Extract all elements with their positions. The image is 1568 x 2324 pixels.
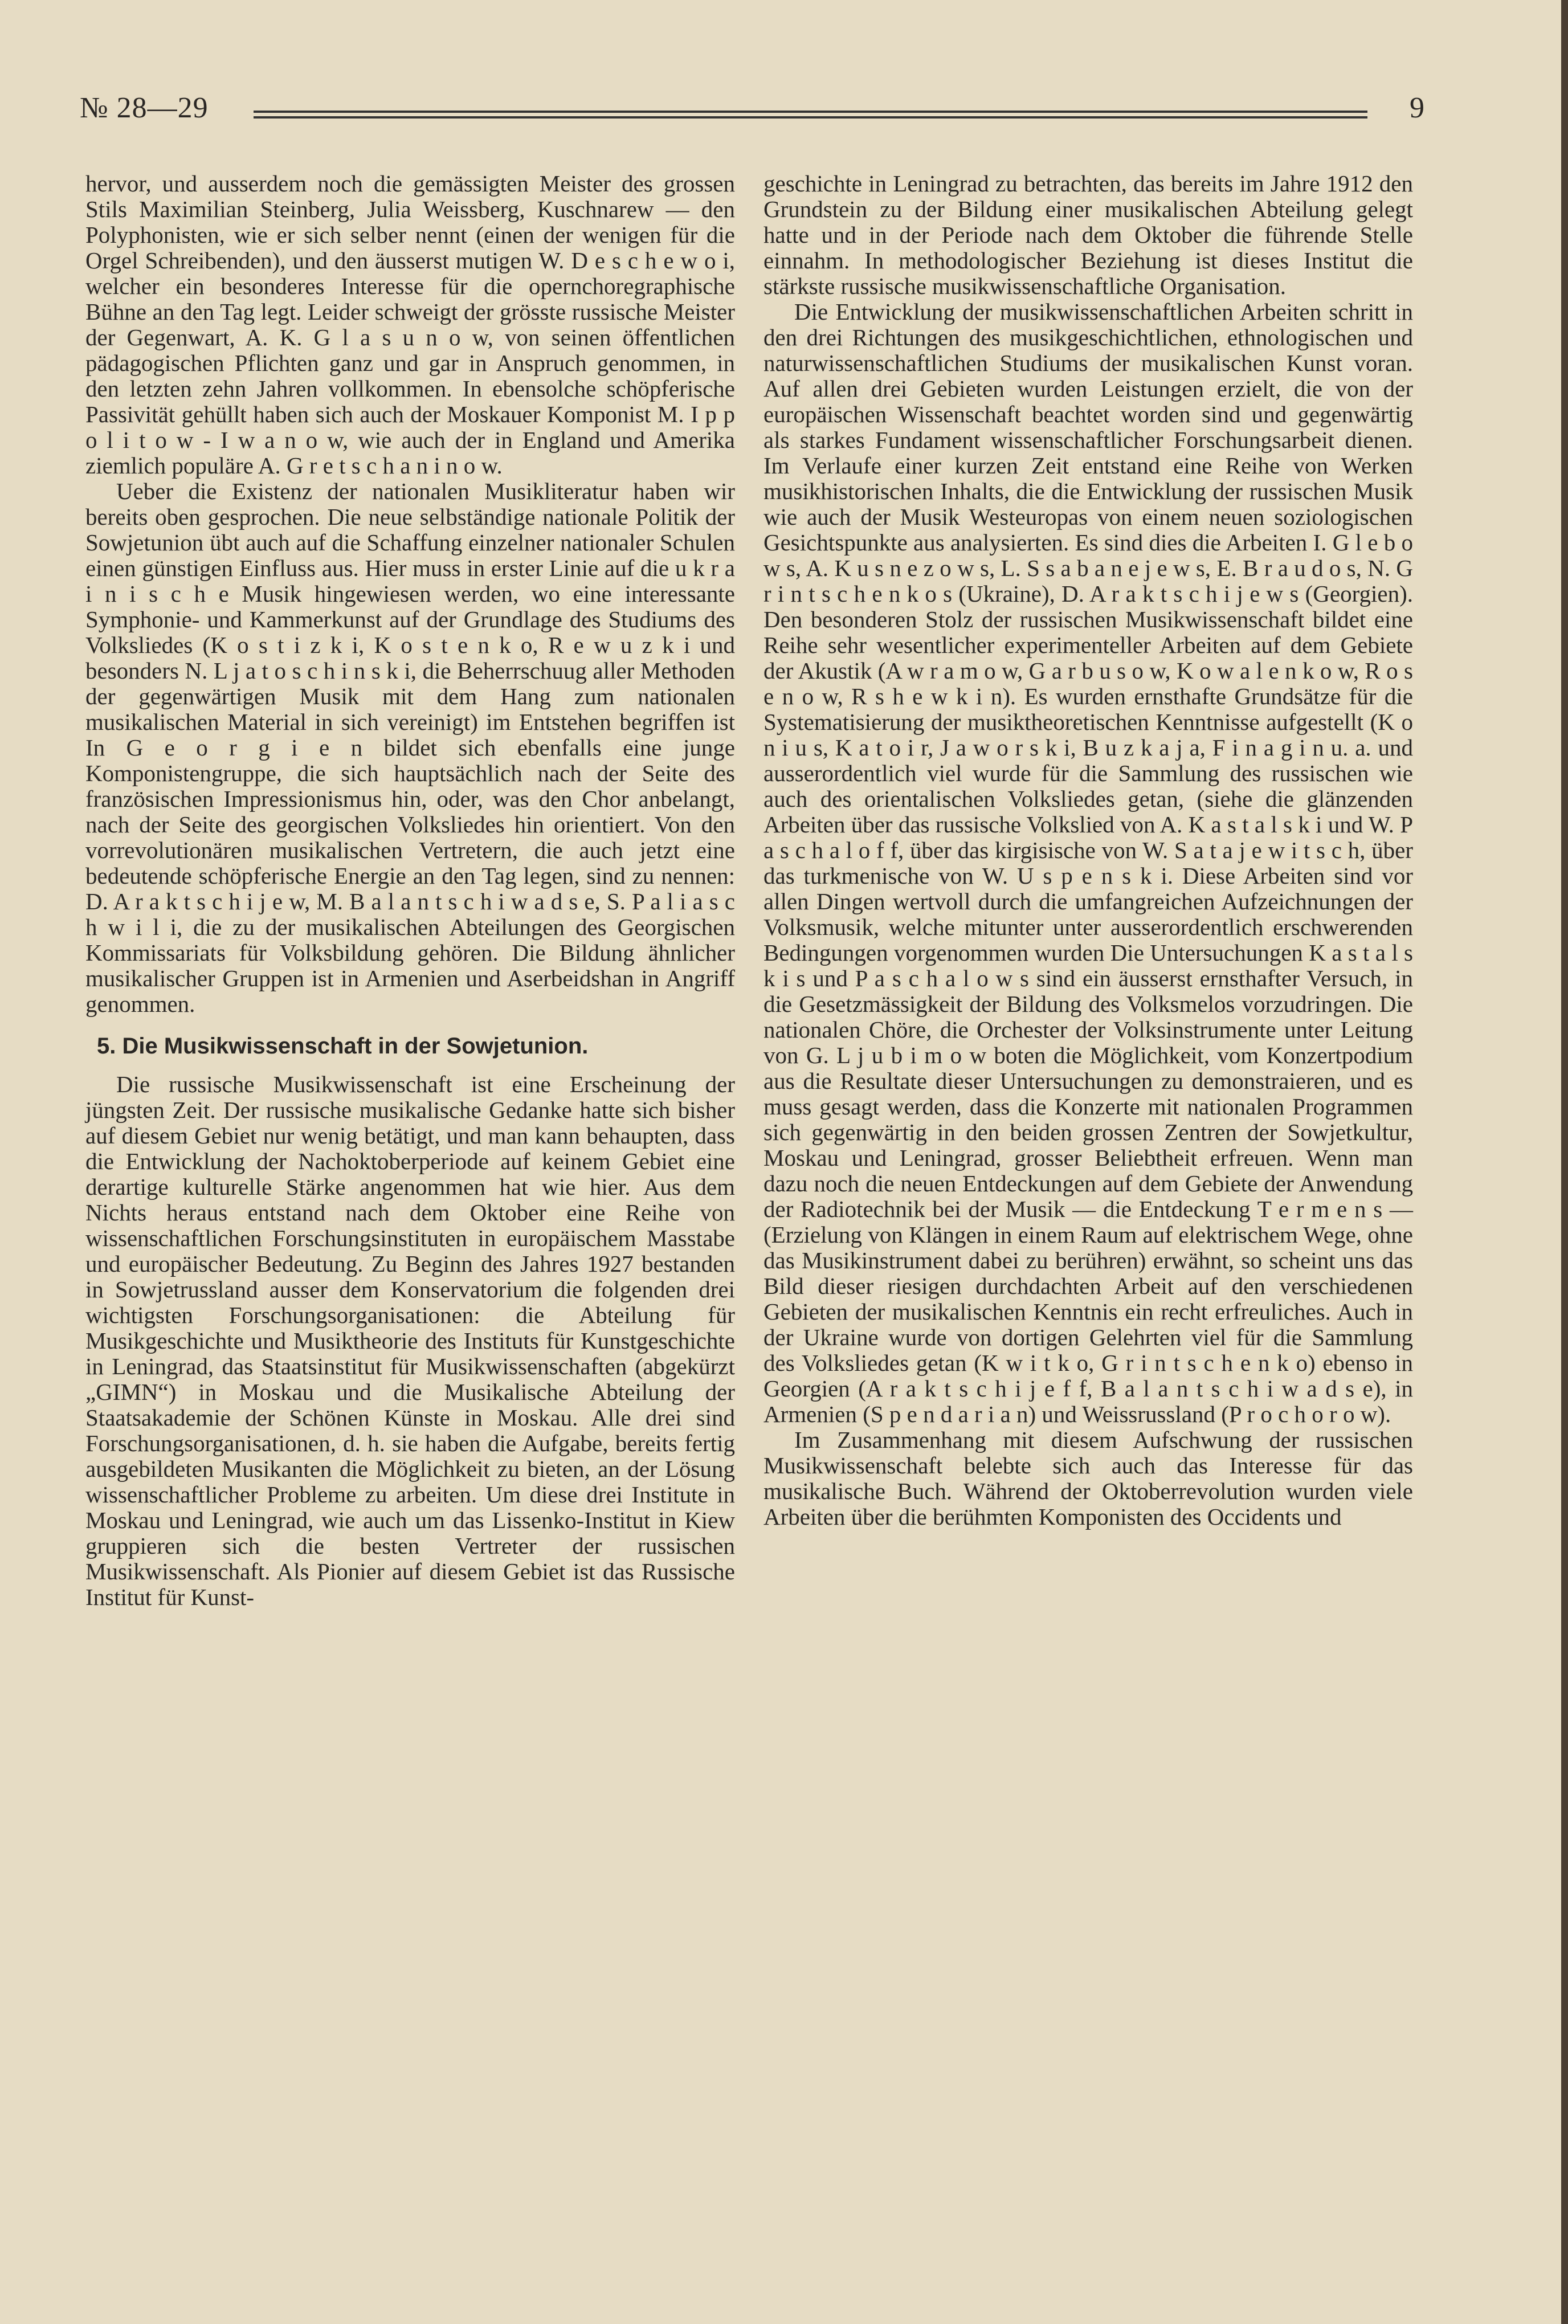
page-header [80, 85, 1424, 137]
header-double-rule [254, 111, 1367, 119]
left-paragraph-2: Ueber die Existenz der nationalen Musikliteratur haben wir bereits oben gesprochen. Die neue selbständige nationale Politik der Sowjetunion übt auch auf die Schaffung einzelner nationaler Schulen einen günstigen Einfluss aus. Hier muss in erster Linie auf die u k r a i n i s c h e Musik hingewiesen werden, wo eine interessante Symphonie- und Kammerkunst auf der Grundlage des Studiums des Volksliedes (K o s t i z k i, K o s t e n k o, R e w u z k i und besonders N. L j a t o s c h i n s k i, die Beherrschuug aller Methoden der gegenwärtigen Musik mit dem Hang zum nationalen musikalischen Material in sich vereinigt) im Entstehen begriffen ist In G e o r g i e n bildet sich ebenfalls eine junge Komponistengruppe, die sich hauptsächlich nach der Seite des französischen Impressionismus hin, oder, was den Chor anbelangt, nach der Seite des georgischen Volksliedes hin orientiert. Von den vorrevolutionären musikalischen Vertretern, die auch jetzt eine bedeutende schöpferische Energie an den Tag legen, sind zu nennen: D. A r a k t s c h i j e w, M. B a l a n t s c h i w a d s e, S. P a l i a s c h w i l i, die zu der musikalischen Abteilungen des Georgischen Kommissariats für Volksbildung gehören. Die Bildung ähnlicher musikalischer Gruppen ist in Armenien und Aserbeidshan in Angriff genommen. [85, 478, 735, 1017]
page-number: 9 [1410, 92, 1424, 124]
right-paragraph-1: geschichte in Leningrad zu betrachten, das bereits im Jahre 1912 den Grundstein zu der Bildung einer musikalischen Abteilung gelegt hatte und in der Periode nach dem Oktober die führende Stelle einnahm. In methodologischer Beziehung ist dieses Institut die stärkste russische musikwissenschaftliche Organisation. [763, 170, 1413, 299]
right-column [763, 171, 1413, 1530]
section-heading: 5. Die Musikwissenschaft in der Sowjetunion. [97, 1034, 589, 1059]
left-paragraph-3: Die russische Musikwissenschaft ist eine Erscheinung der jüngsten Zeit. Der russische musikalische Gedanke hatte sich bisher auf diesem Gebiet nur wenig betätigt, und man kann behaupten, dass die Entwicklung der Nachoktoberperiode auf keinem Gebiet eine derartige kulturelle Stärke angenommen hat wie hier. Aus dem Nichts heraus entstand nach dem Oktober eine Reihe von wissenschaftlichen Forschungsinstituten in europäischem Masstabe und europäischer Bedeutung. Zu Beginn des Jahres 1927 bestanden in Sowjetrussland ausser dem Konservatorium die folgenden drei wichtigsten Forschungsorganisationen: die Abteilung für Musikgeschichte und Musiktheorie des Instituts für Kunstgeschichte in Leningrad, das Staatsinstitut für Musikwissenschaften (abgekürzt „GIMN“) in Moskau und die Musikalische Abteilung der Staatsakademie der Schönen Künste in Moskau. Alle drei sind Forschungsorganisationen, d. h. sie haben die Aufgabe, bereits fertig ausgebildeten Musikanten die Möglichkeit zu bieten, an der Lösung wissenschaftlicher Probleme zu arbeiten. Um diese drei Institute in Moskau und Leningrad, wie auch um das Lissenko-Institut in Kiew gruppieren sich die besten Vertreter der russischen Musikwissenschaft. Als Pionier auf diesem Gebiet ist das Russische Institut für Kunst- [85, 1071, 735, 1610]
left-paragraph-1: hervor, und ausserdem noch die gemässigten Meister des grossen Stils Maximilian Steinberg, Julia Weissberg, Kuschnarew — den Polyphonisten, wie er sich selber nennt (einen der wenigen für die Orgel Schreibenden), und den äusserst mutigen W. D e s c h e w o i, welcher ein besonderes Interesse für die opernchoregraphische Bühne an den Tag legt. Leider schweigt der grösste russische Meister der Gegenwart, A. K. G l a s u n o w, von seinen öffentlichen pädagogischen Pflichten ganz und gar in Anspruch genommen, in den letzten zehn Jahren vollkommen. In ebensolche schöpferische Passivität gehüllt haben sich auch der Moskauer Komponist M. I p p o l i t o w - I w a n o w, wie auch der in England und Amerika ziemlich populäre A. G r e t s c h a n i n o w. [85, 170, 735, 479]
right-paragraph-2: Die Entwicklung der musikwissenschaftlichen Arbeiten schritt in den drei Richtungen des musikgeschichtlichen, ethnologischen und naturwissenschaftlichen Studiums der musikalischen Kunst voran. Auf allen drei Gebieten wurden Leistungen erzielt, die von der europäischen Wissenschaft beachtet worden sind und gegenwärtig als starkes Fundament wissenschaftlicher Forschungsarbeit dienen. Im Verlaufe einer kurzen Zeit entstand eine Reihe von Werken musikhistorischen Inhalts, die die Entwicklung der russischen Musik wie auch der Musik Westeuropas von einem neuen soziologischen Gesichtspunkte aus analysierten. Es sind dies die Arbeiten I. G l e b o w s, A. K u s n e z o w s, L. S s a b a n e j e w s, E. B r a u d o s, N. G r i n t s c h e n k o s (Ukraine), D. A r a k t s c h i j e w s (Georgien). Den besonderen Stolz der russischen Musikwissenschaft bildet eine Reihe sehr wesentlicher experimenteller Arbeiten auf dem Gebiete der Akustik (A w r a m o w, G a r b u s o w, K o w a l e n k o w, R o s e n o w, R s h e w k i n). Es wurden ernsthafte Grundsätze für die Systematisierung der musiktheoretischen Kenntnisse aufgestellt (K o n i u s, K a t o i r, J a w o r s k i, B u z k a j a, F i n a g i n u. a. und ausserordentlich viel wurde für die Sammlung des russischen wie auch des orientalischen Volksliedes getan, (siehe die glänzenden Arbeiten über das russische Volkslied von A. K a s t a l s k i und W. P a s c h a l o f f, über das kirgisische von W. S a t a j e w i t s c h, über das turkmenische von W. U s p e n s k i. Diese Arbeiten sind vor allen Dingen wertvoll durch die umfangreichen Aufzeichnungen der Volksmusik, welche mitunter unter ausserordentlich erschwerenden Bedingungen vorgenommen wurden Die Untersuchungen K a s t a l s k i s und P a s c h a l o w s sind ein äusserst ernsthafter Versuch, in die Gesetzmässigkeit der Bildung des Volksmelos vorzudringen. Die nationalen Chöre, die Orchester der Volksinstrumente unter Leitung von G. L j u b i m o w boten die Möglichkeit, vom Konzertpodium aus die Resultate dieser Untersuchungen zu demonstraieren, und es muss gesagt werden, dass die Konzerte mit nationalen Programmen sich gegenwärtig in den beiden grossen Zentren der Sowjetkultur, Moskau und Leningrad, grosser Beliebtheit erfreuen. Wenn man dazu noch die neuen Entdeckungen auf dem Gebiete der Anwendung der Radiotechnik bei der Musik — die Entdeckung T e r m e n s — (Erzielung von Klängen in einem Raum auf elektrischem Wege, ohne das Musikinstrument dabei zu berühren) erwähnt, so scheint uns das Bild dieser riesigen durchdachten Arbeit auf den verschiedenen Gebieten der musikalischen Kenntnis ein recht erfreuliches. Auch in der Ukraine wurde von dortigen Gelehrten viel für die Sammlung des Volksliedes getan (K w i t k o, G r i n t s c h e n k o) ebenso in Georgien (A r a k t s c h i j e f f, B a l a n t s c h i w a d s e), in Armenien (S p e n d a r i a n) und Weissrussland (P r o c h o r o w). [763, 299, 1413, 1427]
left-column [85, 171, 735, 1610]
issue-number: № 28—29 [80, 92, 209, 124]
right-paragraph-3: Im Zusammenhang mit diesem Aufschwung der russischen Musikwissenschaft belebte sich auch das Interesse für das musikalische Buch. Während der Oktoberrevolution wurden viele Arbeiten über die berühmten Komponisten des Occidents und [763, 1427, 1413, 1530]
page-edge-shadow [1561, 0, 1568, 2324]
